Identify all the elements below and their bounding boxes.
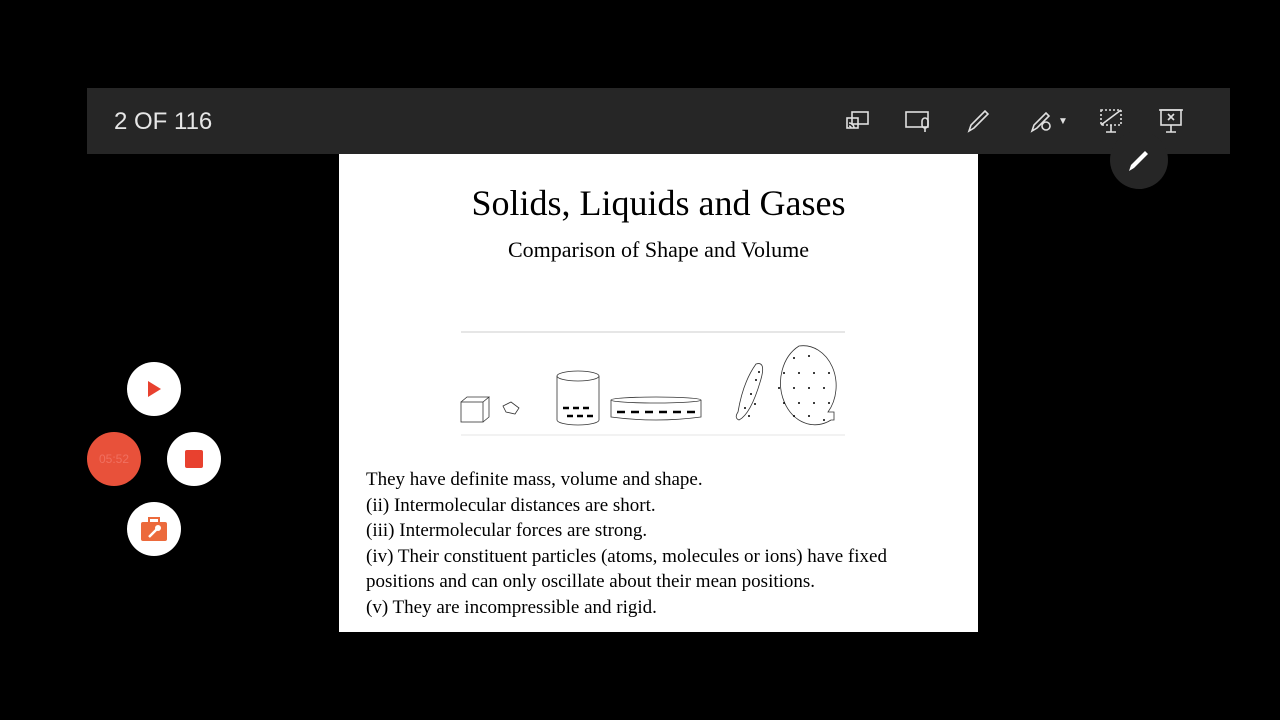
presentation-blank-icon	[1096, 106, 1126, 136]
body-line: positions and can only oscillate about their mean positions.	[366, 571, 816, 593]
play-icon	[144, 379, 164, 399]
toolbox-icon	[140, 516, 168, 542]
recorder-tools-button[interactable]	[127, 502, 181, 556]
presentation-toolbar	[87, 88, 1230, 154]
page-indicator: 2 OF 116	[114, 108, 213, 135]
pen-button[interactable]	[961, 105, 995, 137]
pen-icon	[963, 106, 993, 136]
screen-mic-icon	[903, 106, 933, 136]
liquid-cylinder	[557, 371, 599, 425]
slide	[339, 154, 978, 632]
pen-icon	[1124, 145, 1154, 175]
dropdown-arrow-icon: ▼	[1058, 115, 1068, 127]
slide-body	[366, 467, 966, 621]
slide-title: Solids, Liquids and Gases	[471, 183, 846, 223]
liquid-dish	[611, 397, 701, 420]
blank-screen-button[interactable]	[1094, 105, 1128, 137]
stop-recording-button[interactable]	[167, 432, 221, 486]
record-screen-audio-button[interactable]	[901, 105, 935, 137]
recording-timer: 05:52	[87, 432, 141, 486]
slide-subtitle: Comparison of Shape and Volume	[507, 237, 810, 262]
pen-settings-button[interactable]	[1023, 105, 1073, 137]
body-line: (iv) Their constituent particles (atoms, molecules or ions) have fixed	[366, 545, 887, 567]
floating-pen-button[interactable]	[1110, 131, 1168, 189]
body-line: (v) They are incompressible and rigid.	[366, 596, 657, 618]
body-line: (ii) Intermolecular distances are short.	[366, 494, 656, 516]
exit-presentation-button[interactable]	[1154, 105, 1188, 137]
cast-screen-button[interactable]	[841, 105, 875, 137]
cast-icon	[843, 106, 873, 136]
body-line: (iii) Intermolecular forces are strong.	[366, 520, 648, 542]
resume-recording-button[interactable]	[127, 362, 181, 416]
gas-containers	[736, 346, 836, 425]
presentation-close-icon	[1156, 106, 1186, 136]
stop-icon	[184, 449, 204, 469]
body-line: They have definite mass, volume and shape.	[366, 469, 703, 490]
solid-cube	[461, 397, 489, 422]
states-of-matter-figure	[459, 328, 849, 438]
pen-settings-icon	[1028, 106, 1058, 136]
solid-small-cube	[503, 402, 519, 414]
